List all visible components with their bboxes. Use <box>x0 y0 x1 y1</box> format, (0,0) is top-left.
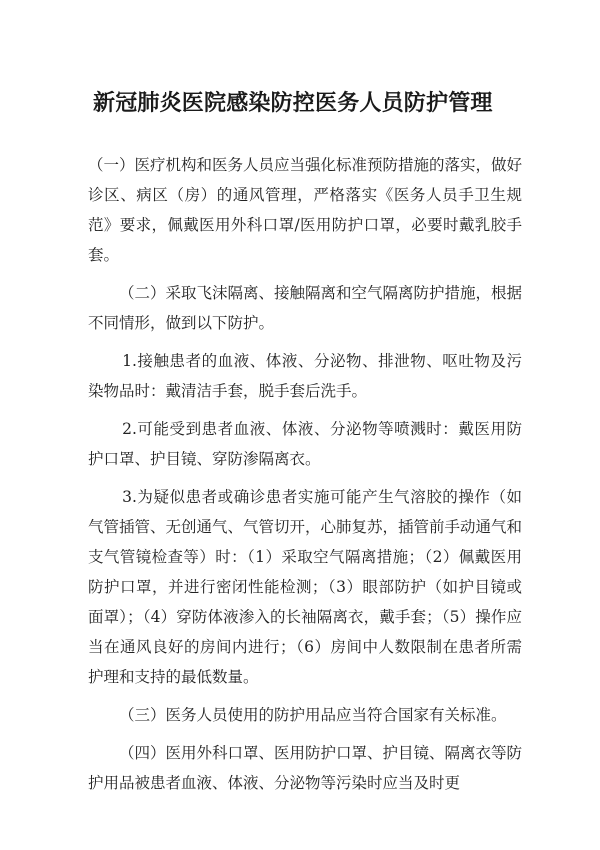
paragraph-7: （四）医用外科口罩、医用防护口罩、护目镜、隔离衣等防护用品被患者血液、体液、分泌物等污染时应当及时更 <box>88 744 523 792</box>
paragraph-6: （三）医务人员使用的防护用品应当符合国家有关标准。 <box>119 706 507 724</box>
paragraph-3: 1.接触患者的血液、体液、分泌物、排泄物、呕吐物及污染物品时：戴清洁手套，脱手套后洗手。 <box>88 352 522 400</box>
paragraph-5: 3.为疑似患者或确诊患者实施可能产生气溶胶的操作（如气管插管、无创通气、气管切开，心肺复苏，插管前手动通气和支气管镜检查等）时：（1）采取空气隔离措施；（2）佩戴医用防护口罩，并进行密闭性能检测；（3）眼部防护（如护目镜或面罩）；（4）穿防体液渗入的长袖隔离衣，戴手套；（5）操作应当在通风良好的房间内进行；（6）房间中人数限制在患者所需护理和支持的最低数量。 <box>88 488 523 686</box>
paragraph-1: （一）医疗机构和医务人员应当强化标准预防措施的落实，做好诊区、病区（房）的通风管理，严格落实《医务人员手卫生规范》要求，佩戴医用外科口罩/医用防护口罩，必要时戴乳胶手套。 <box>88 156 523 264</box>
document-title: 新冠肺炎医院感染防控医务人员防护管理 <box>93 91 493 116</box>
paragraph-4: 2.可能受到患者血液、体液、分泌物等喷溅时：戴医用防护口罩、护目镜、穿防渗隔离衣。 <box>88 420 522 468</box>
document-body <box>88 150 522 806</box>
paragraph-2: （二）采取飞沫隔离、接触隔离和空气隔离防护措施，根据不同情形，做到以下防护。 <box>88 284 523 332</box>
